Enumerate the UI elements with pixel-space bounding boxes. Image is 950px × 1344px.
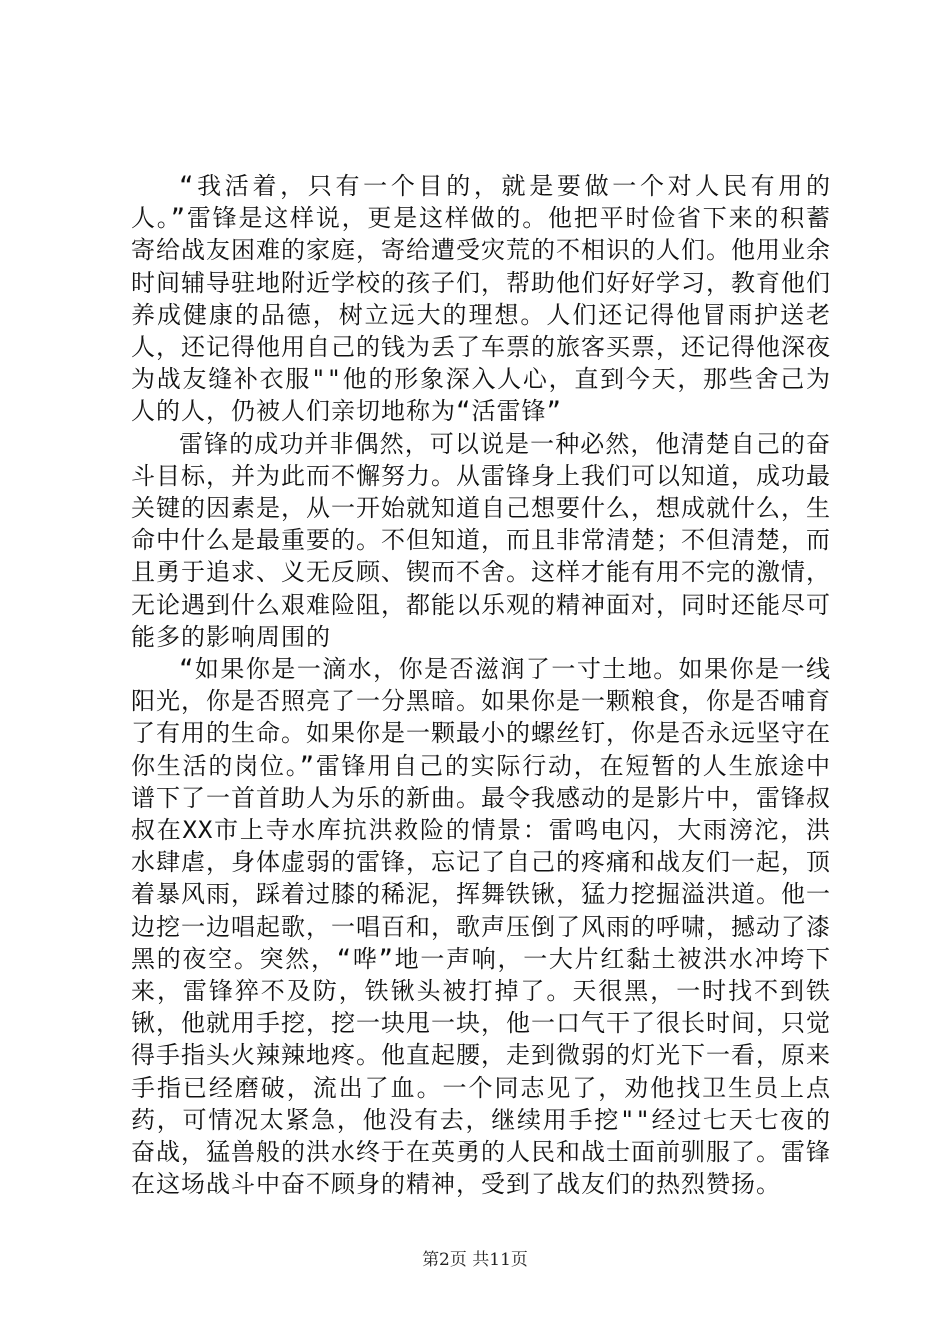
paragraph-2: 雷锋的成功并非偶然，可以说是一种必然，他清楚自己的奋斗目标，并为此而不懈努力。从雷锋身上我们可以知道，成功最关键的因素是，从一开始就知道自己想要什么，想成就什么，生命中什么是最重要的。不但知道，而且非常清楚；不但清楚，而且勇于追求、义无反顾、锲而不舍。这样才能有用不完的激情，无论遇到什么艰难险阻，都能以乐观的精神面对，同时还能尽可能多的影响周围的 — [131, 429, 831, 651]
paragraph-3: “如果你是一滴水，你是否滋润了一寸土地。如果你是一线阳光，你是否照亮了一分黑暗。如果你是一颗粮食，你是否哺育了有用的生命。如果你是一颗最小的螺丝钉，你是否永远坚守在你生活的岗位。”雷锋用自己的实际行动，在短暂的人生旅途中谱下了一首首助人为乐的新曲。最令我感动的是影片中，雷锋叔叔在XX市上寺水库抗洪救险的情景：雷鸣电闪，大雨滂沱，洪水肆虐，身体虚弱的雷锋，忘记了自己的疼痛和战友们一起，顶着暴风雨，踩着过膝的稀泥，挥舞铁锹，猛力挖掘溢洪道。他一边挖一边唱起歌，一唱百和，歌声压倒了风雨的呼啸，撼动了漆黑的夜空。突然，“哗”地一声响，一大片红黏土被洪水冲垮下来，雷锋猝不及防，铁锹头被打掉了。天很黑，一时找不到铁锹，他就用手挖，挖一块甩一块，他一口气干了很长时间，只觉得手指头火辣辣地疼。他直起腰，走到微弱的灯光下一看，原来手指已经磨破，流出了血。一个同志见了，劝他找卫生员上点药，可情况太紧急，他没有去，继续用手挖""经过七天七夜的奋战，猛兽般的洪水终于在英勇的人民和战士面前驯服了。雷锋在这场战斗中奋不顾身的精神，受到了战友们的热烈赞扬。 — [131, 655, 831, 1199]
paragraph-1: “我活着，只有一个目的，就是要做一个对人民有用的人。”雷锋是这样说，更是这样做的。他把平时俭省下来的积蓄寄给战友困难的家庭，寄给遭受灾荒的不相识的人们。他用业余时间辅导驻地附近学校的孩子们，帮助他们好好学习，教育他们养成健康的品德，树立远大的理想。人们还记得他冒雨护送老人，还记得他用自己的钱为丢了车票的旅客买票，还记得他深夜为战友缝补衣服""他的形象深入人心，直到今天，那些舍己为人的人，仍被人们亲切地称为“活雷锋” — [131, 172, 831, 426]
document-body — [131, 170, 831, 1201]
page-number-footer: 第2页 共11页 — [422, 1250, 528, 1270]
